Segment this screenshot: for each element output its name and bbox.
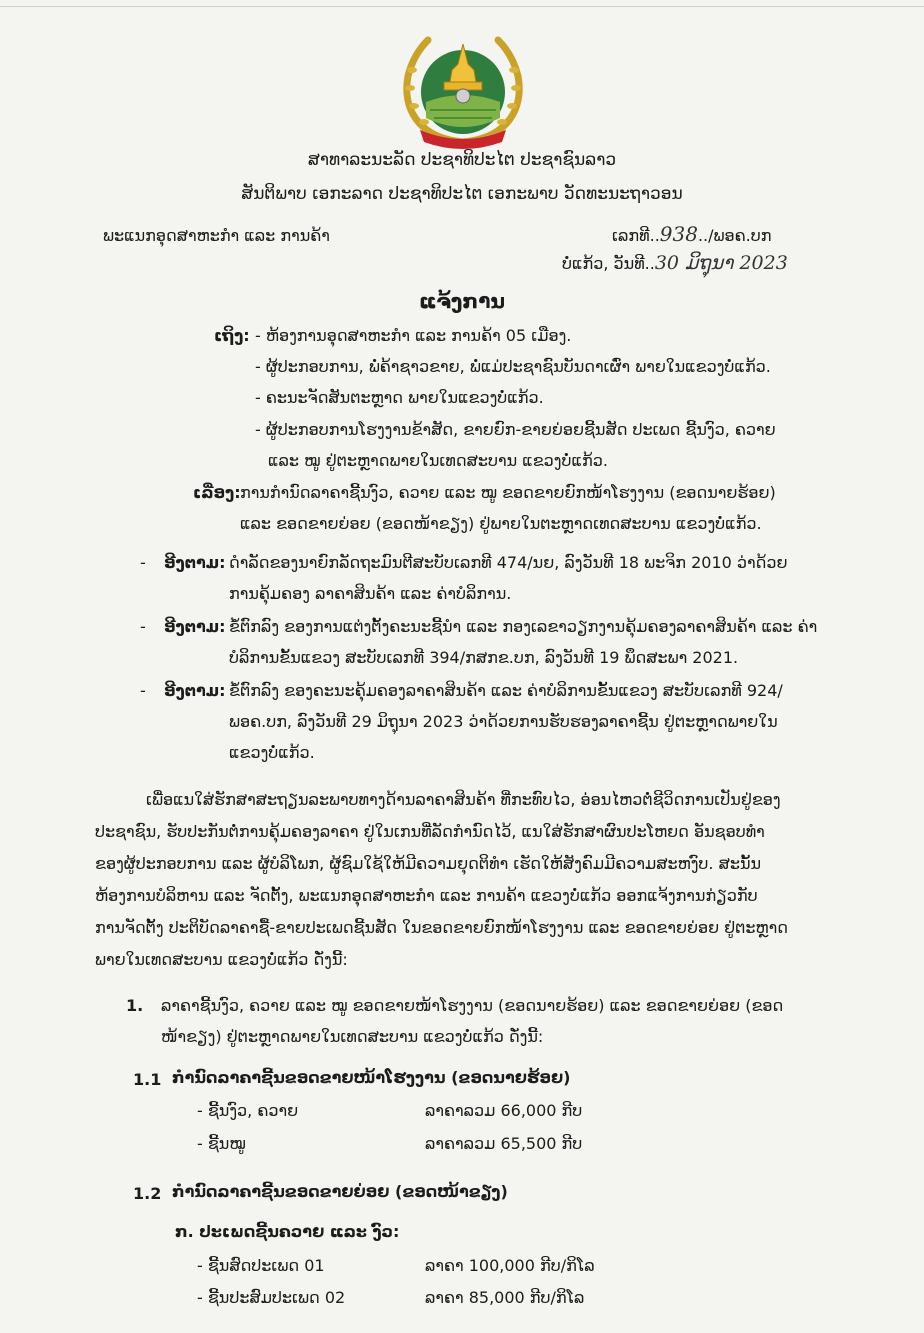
section-number: 1. (126, 996, 144, 1015)
subject-label: ເລື່ອງ: (193, 483, 241, 502)
section-line: ໜ້າຂຽງ) ຢູ່ຕະຫຼາດພາຍໃນເທດສະບານ ແຂວງບໍ່ແກ້ວ ດັ່ງນີ້: (161, 1027, 544, 1046)
place-date-label: ບໍ່ແກ້ວ, ວັນທີ (562, 254, 645, 273)
body-line: ປະຊາຊົນ, ຮັບປະກັນຕໍ່ການຄຸ້ມຄອງລາຄາ ຢູ່ໃນເກນທີ່ລັດກຳນົດໄວ້, ແນໃສ່ຮັກສາຜົນປະໂຫຍດ ອັນຊອບທຳ (95, 822, 765, 841)
reference-bullet: - (140, 617, 146, 636)
price-value: ລາຄາ 100,000 ກີບ/ກິໂລ (425, 1256, 595, 1275)
number-label: ເລກທີ (612, 226, 650, 245)
place-date: ບໍ່ແກ້ວ, ວັນທີ..30 ມິຖຸນາ 2023 (562, 252, 788, 274)
to-label: ເຖິງ: (214, 326, 250, 345)
reference-label: ອີງຕາມ: (164, 553, 226, 572)
price-item: - ຊີ້ນໝູ (197, 1134, 246, 1153)
reference-line: ພອຄ.ບກ, ລົງວັນທີ 29 ມິຖຸນາ 2023 ວ່າດ້ວຍການຮັບຮອງລາຄາຊີ້ນ ຢູ່ຕະຫຼາດພາຍໃນ (229, 712, 778, 731)
reference-line: ບໍລິການຂັ້ນແຂວງ ສະບັບເລກທີ 394/ກສກຂ.ບກ, ລົງວັນທີ 19 ພຶດສະພາ 2021. (229, 648, 739, 667)
to-item: - ຄະນະຈັດສັນຕະຫຼາດ ພາຍໃນແຂວງບໍ່ແກ້ວ. (255, 388, 544, 407)
subsection-title: ກຳນົດລາຄາຊີ້ນຂອດຂາຍຍ່ອຍ (ຂອດໜ້າຂຽງ) (172, 1182, 508, 1201)
reference-line: ດຳລັດຂອງນາຍົກລັດຖະມົນຕີສະບັບເລກທີ 474/ນຍ, ລົງວັນທີ 18 ພະຈິກ 2010 ວ່າດ້ວຍ (229, 553, 788, 572)
date-value: 30 ມິຖຸນາ 2023 (654, 252, 788, 274)
subsection-subtitle: ກ. ປະເພດຊີ້ນຄວາຍ ແລະ ງົວ: (175, 1222, 400, 1241)
body-line: ພາຍໃນເທດສະບານ ແຂວງບໍ່ແກ້ວ ດັ່ງນີ້: (95, 950, 348, 969)
country-line: ສາທາລະນະລັດ ປະຊາທິປະໄຕ ປະຊາຊົນລາວ (307, 150, 617, 170)
reference-label: ອີງຕາມ: (164, 617, 226, 636)
price-item: - ຊີ້ນສົດປະເພດ 01 (197, 1256, 325, 1275)
reference-bullet: - (140, 681, 146, 700)
subsection-number: 1.1 (133, 1070, 162, 1089)
subject-line: ແລະ ຂອດຂາຍຍ່ອຍ (ຂອດໜ້າຂຽງ) ຢູ່ພາຍໃນຕະຫຼາດເທດສະບານ ແຂວງບໍ່ແກ້ວ. (240, 514, 762, 533)
number-value: 938 (659, 222, 698, 246)
price-value: ລາຄາ 85,000 ກີບ/ກິໂລ (425, 1288, 585, 1307)
subsection-title: ກຳນົດລາຄາຊີ້ນຂອດຂາຍໜ້າໂຮງງານ (ຂອດນາຍຮ້ອຍ) (172, 1068, 571, 1087)
to-item: ແລະ ໝູ ຢູ່ຕະຫຼາດພາຍໃນເທດສະບານ ແຂວງບໍ່ແກ້ວ. (268, 451, 608, 470)
reference-line: ຂໍ້ຕົກລົງ ຂອງການແຕ່ງຕັ້ງຄະນະຊີ້ນຳ ແລະ ກອງເລຂາວຽກງານຄຸ້ມຄອງລາຄາສິນຄ້າ ແລະ ຄ່າ (229, 617, 818, 636)
price-item: - ຊີ້ນງົວ, ຄວາຍ (197, 1101, 299, 1120)
to-item: - ຜູ້ປະກອບການໂຮງງານຂ້າສັດ, ຂາຍຍົກ-ຂາຍຍ່ອຍຊີ້ນສັດ ປະເພດ ຊີ້ນງົວ, ຄວາຍ (255, 420, 776, 439)
body-line: ການຈັດຕັ້ງ ປະຕິບັດລາຄາຊື້-ຂາຍປະເພດຊີ້ນສັດ ໃນຂອດຂາຍຍົກໜ້າໂຮງງານ ແລະ ຂອດຂາຍຍ່ອຍ ຢູ່ຕະຫຼາດ (95, 918, 788, 937)
number-suffix: /ພອຄ.ບກ (708, 226, 772, 245)
document-number: ເລກທີ..938../ພອຄ.ບກ (612, 222, 772, 246)
to-item: - ຜູ້ປະກອບການ, ພໍ່ຄ້າຊາວຂາຍ, ພໍ່ແມ່ປະຊາຊົນບັນດາເຜົ່າ ພາຍໃນແຂວງບໍ່ແກ້ວ. (255, 357, 771, 376)
reference-bullet: - (140, 553, 146, 572)
reference-line: ຂໍ້ຕົກລົງ ຂອງຄະນະຄຸ້ມຄອງລາຄາສິນຄ້າ ແລະ ຄ່າບໍລິການຂັ້ນແຂວງ ສະບັບເລກທີ 924/ (229, 681, 783, 700)
price-item: - ຊີ້ນປະສົມປະເພດ 02 (197, 1288, 346, 1307)
department-name: ພະແນກອຸດສາຫະກຳ ແລະ ການຄ້າ (103, 226, 330, 245)
motto-line: ສັນຕິພາບ ເອກະລາດ ປະຊາທິປະໄຕ ເອກະພາບ ວັດທະນະຖາວອນ (241, 184, 683, 204)
section-line: ລາຄາຊີ້ນງົວ, ຄວາຍ ແລະ ໝູ ຂອດຂາຍໜ້າໂຮງງານ (ຂອດນາຍຮ້ອຍ) ແລະ ຂອດຂາຍຍ່ອຍ (ຂອດ (161, 996, 784, 1015)
scan-edge-line (0, 6, 924, 7)
price-value: ລາຄາລວມ 66,000 ກີບ (425, 1101, 583, 1120)
price-value: ລາຄາລວມ 65,500 ກີບ (425, 1134, 583, 1153)
body-line: ເພື່ອແນໃສ່ຮັກສາສະຖຽນລະພາບທາງດ້ານລາຄາສິນຄ້າ ທີ່ກະທົບໄວ, ອ່ອນໄຫວຕໍ່ຊີວິດການເປັນຢູ່ຂອງ (146, 790, 781, 809)
subject-line: ການກຳນົດລາຄາຊີ້ນງົວ, ຄວາຍ ແລະ ໝູ ຂອດຂາຍຍົກໜ້າໂຮງງານ (ຂອດນາຍຮ້ອຍ) (240, 483, 776, 502)
reference-line: ການຄຸ້ມຄອງ ລາຄາສິນຄ້າ ແລະ ຄ່າບໍລິການ. (229, 584, 512, 603)
reference-line: ແຂວງບໍ່ແກ້ວ. (229, 743, 315, 762)
subsection-number: 1.2 (133, 1184, 162, 1203)
to-item: - ຫ້ອງການອຸດສາຫະກຳ ແລະ ການຄ້າ 05 ເມືອງ. (255, 326, 572, 345)
body-line: ຫ້ອງການບໍລິຫານ ແລະ ຈັດຕັ້ງ, ພະແນກອຸດສາຫະກຳ ແລະ ການຄ້າ ແຂວງບໍ່ແກ້ວ ອອກແຈ້ງການກ່ຽວກັບ (95, 886, 758, 905)
lao-national-emblem-icon (398, 30, 528, 150)
notice-title: ແຈ້ງການ (418, 289, 506, 313)
reference-label: ອີງຕາມ: (164, 681, 226, 700)
body-line: ຂອງຜູ້ປະກອບການ ແລະ ຜູ້ບໍລິໂພກ, ຜູ້ຊົມໃຊ້ໃຫ້ມີຄວາມຍຸດຕິທຳ ເຮັດໃຫ້ສັງຄົມມີຄວາມສະຫງົບ. ສະນັ້ນ (95, 854, 762, 873)
